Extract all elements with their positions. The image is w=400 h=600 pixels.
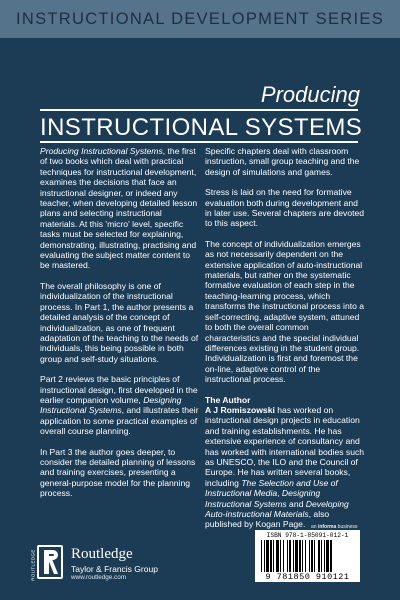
blurb-left-column bbox=[40, 146, 200, 509]
routledge-r-icon bbox=[37, 545, 63, 579]
blurb-paragraph: In Part 3 the author goes deeper, to consider the detailed planning of lessons and training exercises, presenting a general-purpose model for the planning process. bbox=[40, 446, 196, 499]
blurb-paragraph: Stress is laid on the need for formative evaluation both during development and in later use. Several chapters are devoted to this aspect. bbox=[205, 187, 365, 229]
publisher-vertical-label: ROUTLEDGE bbox=[30, 549, 36, 581]
barcode-digits: 9 781850 910121 bbox=[265, 572, 350, 582]
informa-tagline: an informa business bbox=[311, 524, 358, 530]
isbn-barcode bbox=[255, 530, 360, 582]
publisher-name: Routledge bbox=[71, 546, 133, 562]
publisher-group: Taylor & Francis Group bbox=[71, 564, 158, 574]
isbn-label: ISBN 978-1-85091-012-1 bbox=[266, 532, 349, 539]
title-rule-top bbox=[40, 109, 358, 111]
blurb-paragraph: The concept of individualization emerges as not necessarily dependent on the extensive application of auto-instructional materials, but rather on the systematic formative evaluation of each step in the teaching-learning process, which transforms the instructional process into a self-correcting, adaptive system, attuned to both the overall common characteristics and the special individual differences existing in the student group. Individualization is first and foremost the on-line, adaptive control of the instructional process. bbox=[205, 238, 365, 385]
book-title: INSTRUCTIONAL SYSTEMS bbox=[40, 114, 363, 141]
series-banner bbox=[0, 0, 400, 38]
publisher-url: www.routledge.com bbox=[71, 574, 126, 581]
book-subtitle: Producing bbox=[260, 82, 360, 107]
companion-title-inline: Designing Instructional Systems bbox=[40, 394, 182, 416]
author-bio: A J Romiszowski has worked on instructional design projects in education and training establishments. He has extensive experience of consultancy and has worked with international bodies such as UNESCO, the ILO and the Council of Europe. He has written several books, including The Selection and Use of Instructional Media, Designing Instructional Systems and Developing Auto-instructional Materials, also published by Kogan Page. bbox=[205, 404, 365, 530]
blurb-paragraph: Part 2 reviews the basic principles of instructional design, first developed in the earlier companion volume, Designing Instructional Systems, and illustrates their application to some practical examples of overall course planning. bbox=[40, 374, 199, 437]
blurb-paragraph: Producing Instructional Systems, the first of two books which deal with practical techniques for instructional development, examines the decisions that face an instructional designer, or indeed any teacher, when developing detailed lesson plans and selecting instructional materials. At this 'micro' level, specific tasks must be selected for explaining, demonstrating, illustrating, practising and evaluating the subject matter content to be mastered. bbox=[40, 146, 198, 271]
title-rule-bottom bbox=[40, 141, 358, 143]
series-title: INSTRUCTIONAL DEVELOPMENT SERIES bbox=[16, 9, 384, 28]
publisher-logo bbox=[37, 545, 197, 580]
blurb-paragraph: The overall philosophy is one of individualization of the instructional process. In Part 1, the author presents a detailed analysis of the concept of individualization, as one of frequent adaptation of the teaching to the needs of individuals, this being possible in both group and self-study situations. bbox=[40, 280, 199, 364]
blurb-paragraph: Specific chapters deal with classroom instruction, small group teaching and the design of simulations and games. bbox=[205, 146, 360, 177]
blurb-right-column bbox=[205, 146, 365, 540]
barcode-bars bbox=[259, 540, 356, 572]
author-name: A J Romiszowski bbox=[205, 404, 275, 415]
book-title-inline: Producing Instructional Systems bbox=[40, 146, 163, 156]
author-heading: The Author bbox=[205, 394, 251, 405]
